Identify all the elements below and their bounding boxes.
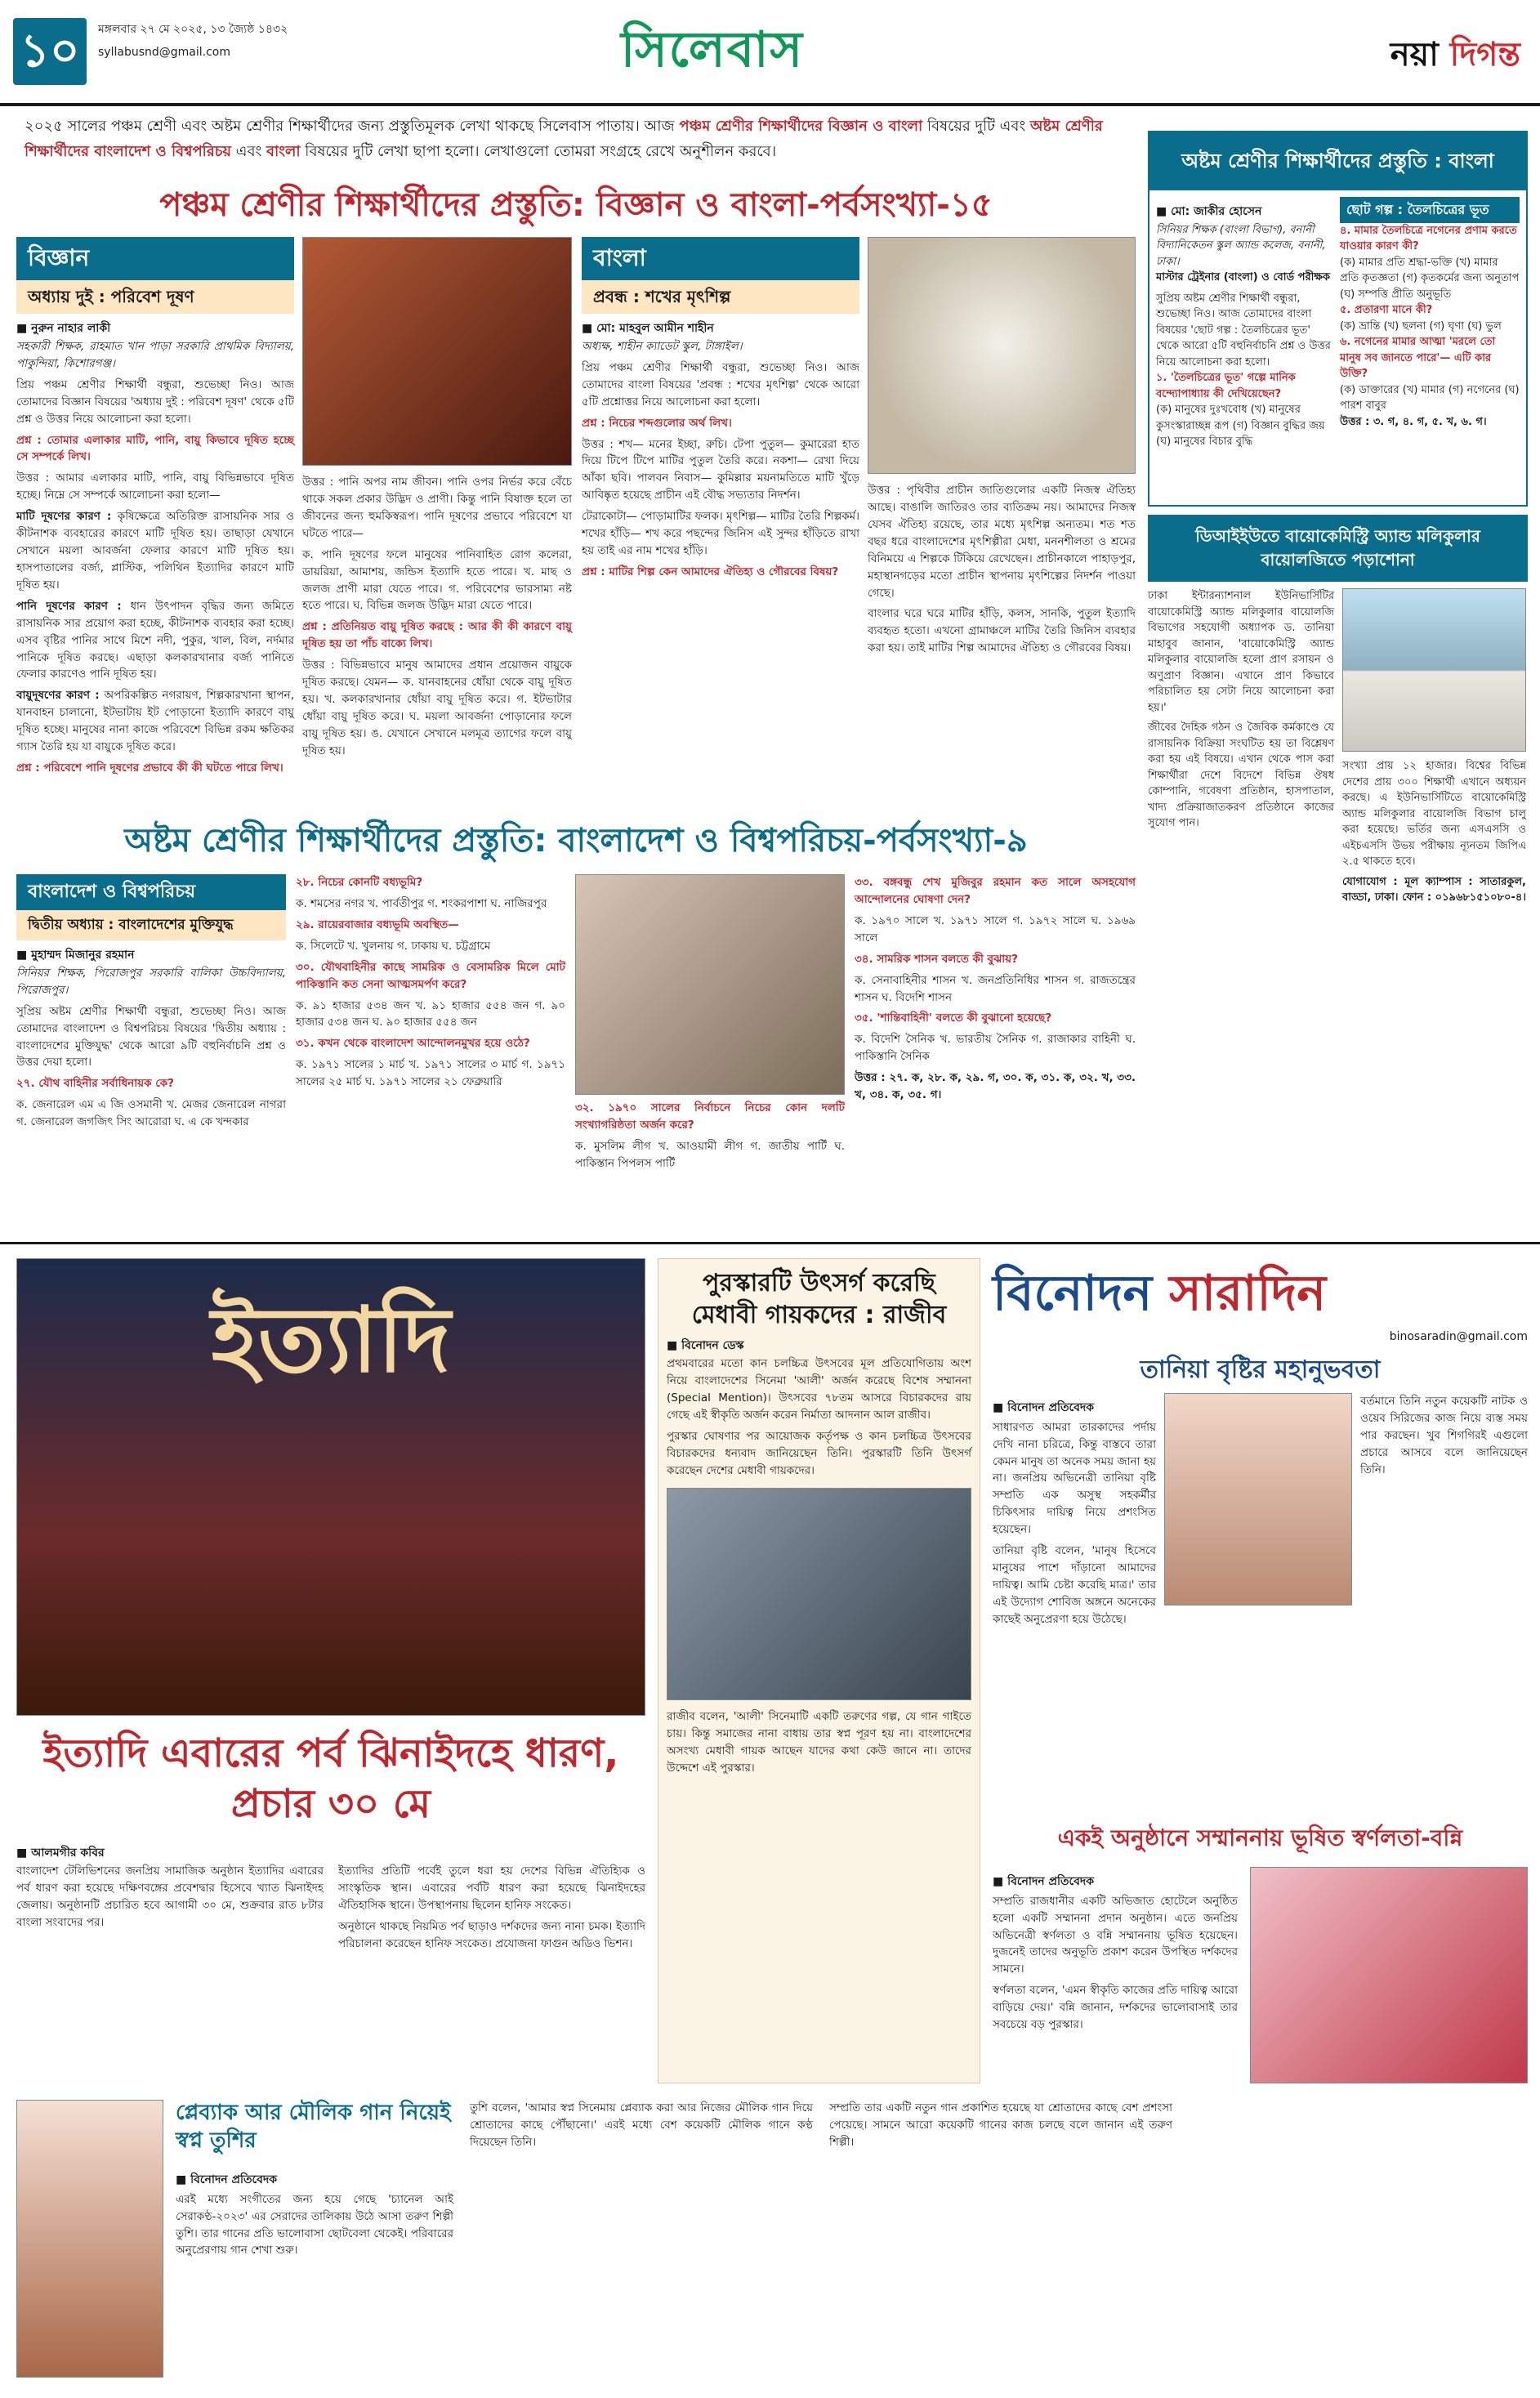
tania-headline: তানিয়া বৃষ্টির মহানুভবতা — [1140, 1355, 1381, 1384]
bangla-head: বাংলা — [582, 237, 859, 280]
science-body-cont: উত্তর : পানি অপর নাম জীবন। পানি ওপর নির্ভর করে বেঁচে থাকে সকল প্রকার উদ্ভিদ ও প্রাণী। কিন্তু পানি বিষাক্ত হলে তা জীবনের জন্য হুমকিস্বরূপ। পানি দূষণের প্রভাবে পরিবেশে যা ঘটতে পারে— ক. পানি দূষণের ফলে মানুষের পানিবাহিত রোগ কলেরা, ডায়রিয়া, আমাশয়, জন্ডিস ইত্যাদি হতে পারে। খ. মাছ ও জলজ প্রাণী মারা যেতে পারে। গ. পরিবেশের ভারসাম্য নষ্ট হতে পারে। ঘ. বিভিন্ন জলজ উদ্ভিদ মারা যেতে পারে। প্রশ্ন : প্রতিনিয়ত বায়ু দূষিত করছে : আর কী কী কারণে বায়ু দূষিত হয় তা পাঁচ বাক্যে লিখ। উত্তর : বিভিন্নভাবে মানুষ আমাদের প্রধান প্রয়োজন বায়ুকে দূষিত করছে। যেমন— ক. যানবাহনের ধোঁয়া থেকে বায়ু দূষিত হয়। খ. কলকারখানার ধোঁয়া বায়ু দূষিত করে। গ. ইটভাটার ধোঁয়া বায়ু দূষিত করে। ঘ. ময়লা আবর্জনা পোড়ানোর ফলে বায়ু দূষিত হয়। ঙ. যেখানে সেখানে মলমূত্র ত্যাগের ফলে বায়ু দূষিত হয়। — [302, 476, 572, 757]
class8-column-3: ৩২. ১৯৭০ সালের নির্বাচনে নিচের কোন দলটি সংখ্যাগরিষ্ঠতা অর্জন করে? ক. মুসলিম লীগ খ. আওয়ামী লীগ গ. জাতীয় পার্টি ঘ. পাকিস্তান পিপলস পার্টি — [575, 874, 845, 1234]
science-author: ■ নুরুন নাহার লাকী — [16, 321, 111, 335]
bangla-author: ■ মো: মাহবুল আমীন শাহীন — [582, 321, 714, 335]
award-headline: একই অনুষ্ঠানে সম্মাননায় ভূষিত স্বর্ণলতা-বন্নি — [1057, 1824, 1463, 1851]
ittadi-body: ■ আলমগীর কবির বাংলাদেশ টেলিভিশনের জনপ্রিয় সামাজিক অনুষ্ঠান ইত্যাদির এবারের পর্ব ধারণ করা হয়েছে দক্ষিণবঙ্গের প্রবেশদ্বার হিসেবে খ্যাত ঝিনাইদহ জেলায়। অনুষ্ঠানটি প্রচারিত হবে আগামী ৩০ মে, শুক্রবার রাত ৮টার বাংলা সংবাদের পর। ইত্যাদির প্রতিটি পর্বেই তুলে ধরা হয় দেশের বিভিন্ন ঐতিহ্যিক ও সাংস্কৃতিক স্থান। এবারের পর্বটি ধারণ করা হয়েছে ঝিনাইদহের ঐতিহাসিক স্থানে। উপস্থাপনায় ছিলেন হানিফ সংকেত। অনুষ্ঠানে থাকছে নিয়মিত পর্ব ছাড়াও দর্শকদের জন্য নানা চমক। ইত্যাদি পরিচালনা করেছেন হানিফ সংকেত। প্রযোজনা ফাগুন অডিও ভিশন। — [16, 1847, 645, 1950]
tushi-headline: প্লেব্যাক আর মৌলিক গান নিয়েই স্বপ্ন তুশির — [176, 2101, 451, 2153]
tania-portrait — [1164, 1393, 1352, 1605]
bangla-body-cont: উত্তর : পৃথিবীর প্রাচীন জাতিগুলোর একটি নিজস্ব ঐতিহ্য আছে। বাঙালি জাতিরও তার ব্যতিক্রম নয়। আমাদের নিজস্ব যেসব ঐতিহ্য রয়েছে, তার মধ্যে মৃৎশিল্প অন্যতম। শত শত বছর ধরে বাংলাদেশের মৃৎশিল্পীরা মেধা, মননশীলতা ও শ্রমের বিনিময়ে এ শিল্পকে টিকিয়ে রেখেছেন। প্রাচীনকালে পাহাড়পুর, মহাস্থানগড়ের মতো প্রাচীন স্থাপনায় মৃৎশিল্পের নিদর্শন পাওয়া গেছে। বাংলার ঘরে ঘরে মাটির হাঁড়ি, কলস, সানকি, পুতুল ইত্যাদি ব্যবহৃত হতো। এখনো গ্রামাঞ্চলে মাটির তৈরি জিনিস ব্যবহার করা হয়। তাই মাটির শিল্প আমাদের ঐতিহ্য ও গৌরবের বিষয়। — [868, 484, 1136, 655]
intro-text: ২০২৫ সালের পঞ্চম শ্রেণী এবং অষ্টম শ্রেণীর শিক্ষার্থীদের জন্য প্রস্তুতিমূলক লেখা থাকছে সিলেবাস পাতায়। আজ পঞ্চম শ্রেণীর শিক্ষার্থীদের বিজ্ঞান ও বাংলা বিষয়ের দুটি এবং অষ্টম শ্রেণীর শিক্ষার্থীদের বাংলাদেশ ও বিশ্বপরিচয় এবং বাংলা বিষয়ের দুটি লেখা ছাপা হলো। লেখাগুলো তোমরা সংগ্রহে রেখে অনুশীলন করবে। — [25, 118, 1103, 160]
class8-chapter: দ্বিতীয় অধ্যায় : বাংলাদেশের মুক্তিযুদ্ধ — [16, 910, 286, 940]
clay-bird-photo — [868, 237, 1136, 474]
brand-logo: নয়া দিগন্ত — [1390, 36, 1520, 74]
ittadi-stage-photo — [16, 1258, 645, 1716]
class8-headline: অষ্টম শ্রেণীর শিক্ষার্থীদের প্রস্তুতি: বাংলাদেশ ও বিশ্বপরিচয়-পর্বসংখ্যা-৯ — [124, 822, 1028, 860]
email-line[interactable]: syllabusnd@gmail.com — [98, 46, 230, 59]
science-column — [16, 237, 294, 775]
ittadi-headline: ইত্যাদি এবারের পর্ব ঝিনাইদহে ধারণ, প্রচার ৩০ মে — [42, 1730, 619, 1828]
class8-subject-head: বাংলাদেশ ও বিশ্বপরিচয় — [16, 874, 286, 910]
tania-body-3: বর্তমানে তিনি নতুন কয়েকটি নাটক ও ওয়েব সিরিজের কাজ নিয়ে ব্যস্ত সময় পার করছেন। খুব শিগগিরই এগুলো প্রচারে আসবে বলে জানিয়েছেন তিনি। — [1360, 1395, 1528, 1476]
science-head: বিজ্ঞান — [16, 237, 294, 280]
date-line: মঙ্গলবার ২৭ মে ২০২৫, ১৩ জ্যৈষ্ঠ ১৪৩২ — [98, 23, 288, 36]
class8-column-1: বাংলাদেশ ও বিশ্বপরিচয় দ্বিতীয় অধ্যায় : বাংলাদেশের মুক্তিযুদ্ধ ■ মুহাম্মদ মিজানুর রহমান সিনিয়র শিক্ষক, পিরোজপুর সরকারি বালিকা উচ্চবিদ্যালয়, পিরোজপুর। সুপ্রিয় অষ্টম শ্রেণীর শিক্ষার্থী বন্ধুরা, শুভেচ্ছা নিও। আজ তোমাদের বাংলাদেশ ও বিশ্বপরিচয় বিষয়ের 'দ্বিতীয় অধ্যায় : বাংলাদেশের মুক্তিযুদ্ধ' থেকে আরো ৯টি বহুনির্বাচনি প্রশ্ন ও উত্তর দেয়া হলো। ২৭. যৌথ বাহিনীর সর্বাধিনায়ক কে? ক. জেনারেল এম এ জি ওসমানী খ. মেজর জেনারেল নাগরা গ. জেনারেল জগজিৎ সিং আরোরা ঘ. এ কে খন্দকার — [16, 874, 286, 1234]
binodon-email[interactable]: binosaradin@gmail.com — [1389, 1329, 1528, 1343]
quiz-head: ছোট গল্প : তৈলচিত্রের ভূত — [1340, 197, 1520, 223]
bangla-column — [582, 237, 859, 744]
bangla-body: অধ্যক্ষ, শাহীন ক্যাডেট স্কুল, টাঙ্গাইল। প্রিয় পঞ্চম শ্রেণীর শিক্ষার্থী বন্ধুরা, শুভেচ্ছা নিও। আজ তোমাদের বাংলা বিষয়ের 'প্রবন্ধ : শখের মৃৎশিল্প' থেকে আরো ৫টি প্রশ্নোত্তর নিয়ে আলোচনা করা হলো। প্রশ্ন : নিচের শব্দগুলোর অর্থ লিখ। উত্তর : শখ— মনের ইচ্ছা, রুচি। টেপা পুতুল— কুমারেরা হাত দিয়ে টিপে টিপে মাটির পুতুল তৈরি করে। নকশা— রেখা দিয়ে আঁকা ছবি। পালবন নিবাস— কুমিল্লার ময়নামতিতে মাটি খুঁড়ে আবিষ্কৃত হয়েছে প্রাচীন এই বৌদ্ধ সভ্যতার নিদর্শন। টেরাকোটা— পোড়ামাটির ফলক। মৃৎশিল্প— মাটির তৈরি শিল্পকর্ম। শখের হাঁড়ি— শখ করে পছন্দের জিনিস এই সুন্দর হাঁড়িতে রাখা হয় তাই এর নাম শখের হাঁড়ি। প্রশ্ন : মাটির শিল্প কেন আমাদের ঐতিহ্য ও গৌরবের বিষয়? — [582, 339, 859, 578]
science-body: সহকারী শিক্ষক, রাহমাত খান পাড়া সরকারি প্রাথমিক বিদ্যালয়, পাকুন্দিয়া, কিশোরগঞ্জ। প্রিয় পঞ্চম শ্রেণীর শিক্ষার্থী বন্ধুরা, শুভেচ্ছা নিও। আজ তোমাদের বিজ্ঞান বিষয়ের 'অধ্যায় দুই : পরিবেশ দূষণ' থেকে ৫টি প্রশ্ন ও উত্তর নিয়ে আলোচনা করা হলো। প্রশ্ন : তোমার এলাকার মাটি, পানি, বায়ু কিভাবে দূষিত হচ্ছে সে সম্পর্কে লিখ। উত্তর : আমার এলাকার মাটি, পানি, বায়ু বিভিন্নভাবে দূষিত হচ্ছে। নিম্নে সে সম্পর্কে আলোচনা করা হলো— মাটি দূষণের কারণ : কৃষিক্ষেত্রে অতিরিক্ত রাসায়নিক সার ও কীটনাশক ব্যবহারের কারণে মাটি দূষিত হয়। তাছাড়া যেখানে সেখানে ময়লা আবর্জনা ফেলার কারণে মাটি দূষিত হয়। হাসপাতালের বর্জ্য, প্লাস্টিক, পলিথিন ইত্যাদির কারণে মাটি দূষিত হয়। পানি দূষণের কারণ : ধান উৎপাদন বৃদ্ধির জন্য জমিতে রাসায়নিক সার প্রয়োগ করা হচ্ছে, কীটনাশক ব্যবহার করা হচ্ছে। এসব বৃষ্টির পানির সাথে মিশে নদী, পুকুর, খাল, বিল, নর্দমার পানিকে দূষিত করছে। এছাড়া কলকারখানার বর্জ্য পানিতে ফেলার কারণেও পানি দূষিত হয়। বায়ুদূষণের কারণ : অপরিকল্পিত নগরায়ণ, শিল্পকারখানা স্থাপন, যানবাহন চালানো, ইটভাটায় ইট পোড়ানো ইত্যাদি কারণে বায়ু দূষিত হচ্ছে। মানুষের নানা কাজে পরিবেশে বিভিন্ন রকম ক্ষতিকর গ্যাস তৈরি হয় যা বায়ুকে দূষিত করে। প্রশ্ন : পরিবেশে পানি দূষণের প্রভাবে কী কী ঘটতে পারে লিখ। — [16, 339, 294, 775]
rajib-photo — [667, 1488, 971, 1700]
pollution-illustration — [302, 237, 572, 466]
masthead — [0, 0, 1540, 106]
rajib-article: পুরস্কারটি উৎসর্গ করেছি মেধাবী গায়কদের : রাজীব ■ বিনোদন ডেস্ক প্রথমবারের মতো কান চলচ্চিত্র উৎসবের মূল প্রতিযোগিতায় অংশ নিয়ে বাংলাদেশের সিনেমা 'আলী' অর্জন করেছে বিশেষ সম্মাননা (Special Mention)। উৎসবের ৭৮তম আসরে বিচারকদের রায় গেছে এই স্বীকৃতি অর্জন করেন নির্মাতা আদনান আল রাজীব। পুরস্কার ঘোষণার পর আয়োজক কর্তৃপক্ষ ও কান চলচ্চিত্র উৎসবের বিচারকদের ধন্যবাদ জানিয়েছেন তিনি। পুরস্কারটি তিনি উৎসর্গ করেছেন দেশের মেধাবী গায়কদের। রাজীব বলেন, 'আলী' সিনেমাটি একটি তরুণের গল্প, যে গান গাইতে চায়। কিন্তু সমাজের নানা বাধায় তার স্বপ্ন পূরণ হয় না। বাংলাদেশের অসংখ্য মেধাবী গায়ক আছেন যাদের কথা কেউ জানে না। তাদের উদ্দেশে এই পুরস্কার। — [658, 1258, 980, 2083]
binodon-masthead: বিনোদন সারাদিন binosaradin@gmail.com — [993, 1258, 1528, 1340]
bangla-chapter: প্রবন্ধ : শখের মৃৎশিল্প — [582, 280, 859, 314]
science-chapter: অধ্যায় দুই : পরিবেশ দূষণ — [16, 280, 294, 314]
tania-column-2 — [1164, 1393, 1352, 1810]
section-divider — [0, 1242, 1540, 1244]
ittadi-logo: ইত্যাদি — [211, 1288, 451, 1392]
award-body: ■ বিনোদন প্রতিবেদক সম্প্রতি রাজধানীর একটি অভিজাত হোটেলে অনুষ্ঠিত হলো একটি সম্মাননা প্রদান অনুষ্ঠান। এতে জনপ্রিয় অভিনেত্রী স্বর্ণলতা ও বন্নি সম্মাননায় ভূষিত হয়েছেন। দুজনেই তাদের অনুভূতি প্রকাশ করেন উপস্থিত দর্শকদের সামনে। স্বর্ণলতা বলেন, 'এমন স্বীকৃতি কাজের প্রতি দায়িত্ব আরো বাড়িয়ে দেয়।' বন্নি জানান, দর্শকদের ভালোবাসাই তার সবচেয়ে বড় পুরস্কার। — [993, 1875, 1238, 2032]
class8-bangla-head: অষ্টম শ্রেণীর শিক্ষার্থীদের প্রস্তুতি : বাংলা — [1149, 132, 1526, 190]
diu-article: ডিআইইউতে বায়োকেমিস্ট্রি অ্যান্ড মলিকুলার বায়োলজিতে পড়াশোনা ঢাকা ইন্টারন্যাশনাল ইউনিভার্সিটির বায়োকেমিস্ট্রি অ্যান্ড মলিকুলার বায়োলজি বিভাগের সহযোগী অধ্যাপক ড. তানিয়া মাহাবুব জানান, 'বায়োকেমিস্ট্রি অ্যান্ড মলিকুলার বায়োলজি হলো প্রাণ রসায়ন ও অণুপ্রাণ বিজ্ঞান। এখানে প্রাণ কিভাবে পরিচালিত হয় সেটা নিয়ে আলোচনা করা হয়।' জীবের দৈহিক গঠন ও জৈবিক কর্মকাণ্ডে যে রাসায়নিক বিক্রিয়া সংঘটিত হয় তা বিশ্লেষণ করা হয় এই বিষয়ে। এখান থেকে পাস করা শিক্ষার্থীরা দেশে বিদেশে বিভিন্ন ঔষধ কোম্পানি, গবেষণা প্রতিষ্ঠান, হাসপাতাল, খাদ্য প্রক্রিয়াজাতকরণ প্রতিষ্ঠানে কাজের সুযোগ পান। সংখ্যা প্রায় ১২ হাজার। বিশ্বের বিভিন্ন দেশের প্রায় ৩০০ শিক্ষার্থী এখানে অধ্যয়ন করছে। এ ইউনিভার্সিটিতে বায়োকেমিস্ট্রি অ্যান্ড মলিকুলার বায়োলজি বিভাগ চালু করা হয়েছে। ভর্তির জন্য এসএসসি ও এইচএসসি উভয় পরীক্ষায় ন্যূনতম জিপিএ ২.৫ থাকতে হবে। যোগাযোগ : মূল ক্যাম্পাস : সাতারকুল, বাড্ডা, ঢাকা। ফোন : ০১৯৬৮১৫১০৮০-৪। — [1148, 515, 1528, 1234]
tushi-article: প্লেব্যাক আর মৌলিক গান নিয়েই স্বপ্ন তুশির ■ বিনোদন প্রতিবেদক এরই মধ্যে সংগীতের জন্য হয়ে গেছে 'চ্যানেল আই সেরাকণ্ঠ-২০২৩' এর সেরাদের তালিকায় উঠে আসা তরুণ শিল্পী তুশি। তার গানের প্রতি ভালোবাসা ছোটবেলা থেকেই। পরিবারের অনুপ্রেরণায় গান শেখা শুরু। তুশি বলেন, 'আমার স্বপ্ন সিনেমায় প্লেব্যাক করা আর নিজের মৌলিক গান দিয়ে শ্রোতাদের কাছে পৌঁছানো।' এরই মধ্যে বেশ কয়েকটি মৌলিক গানে কণ্ঠ দিয়েছেন তিনি। সম্প্রতি তার একটি নতুন গান প্রকাশিত হয়েছে যা শ্রোতাদের কাছে বেশ প্রশংসা পেয়েছে। সামনে আরো কয়েকটি গানের কাজ চলছে বলে জানান এই তরুণ শিল্পী। — [16, 2100, 1528, 2386]
diu-head: ডিআইইউতে বায়োকেমিস্ট্রি অ্যান্ড মলিকুলার বায়োলজিতে পড়াশোনা — [1148, 515, 1528, 582]
tania-body-1: ■ বিনোদন প্রতিবেদক সাধারণত আমরা তারকাদের পর্দায় দেখি নানা চরিত্রে, কিন্তু বাস্তবে তারা কেমন মানুষ তা অনেক সময় জানা হয় না। জনপ্রিয় অভিনেত্রী তানিয়া বৃষ্টি সম্প্রতি এক অসুস্থ সহকর্মীর চিকিৎসার দায়িত্ব নিয়ে প্রশংসিত হয়েছেন। তানিয়া বৃষ্টি বলেন, 'মানুষ হিসেবে মানুষের পাশে দাঁড়ানো আমাদের দায়িত্ব। আমি চেষ্টা করেছি মাত্র।' তার এই উদ্যোগ শোবিজ অঙ্গনে অনেকের কাছেই অনুপ্রেরণা হয়ে উঠেছে। — [993, 1401, 1156, 1626]
students-classroom-photo — [575, 874, 845, 1095]
class8-column-2: ২৮. নিচের কোনটি বধ্যভূমি? ক. শমসের নগর খ. পার্বতীপুর গ. শংকরপাশা ঘ. নাজিরপুর ২৯. রায়েরবাজার বধ্যভূমি অবস্থিত— ক. সিলেটে খ. খুলনায় গ. ঢাকায় ঘ. চট্টগ্রামে ৩০. যৌথবাহিনীর কাছে সামরিক ও বেসামরিক মিলে মোট পাকিস্তানি কত সেনা আত্মসমর্পণ করে? ক. ৯১ হাজার ৫৩৪ জন খ. ৯১ হাজার ৫৫৪ জন গ. ৯০ হাজার ৫৩৪ জন ঘ. ৯০ হাজার ৫৫৪ জন ৩১. কখন থেকে বাংলাদেশ আন্দোলনমুখর হয়ে ওঠে? ক. ১৯৭১ সালের ১ মার্চ খ. ১৯৭১ সালের ৩ মার্চ গ. ১৯৭১ সালের ২৫ মার্চ ঘ. ১৯৭১ সালের ২১ ফেব্রুয়ারি — [296, 876, 565, 1089]
section-title: সিলেবাস — [621, 21, 805, 78]
diu-campus-photo — [1342, 588, 1526, 752]
class8-bangla-box: অষ্টম শ্রেণীর শিক্ষার্থীদের প্রস্তুতি : বাংলা ■ মো: জাকীর হোসেন সিনিয়র শিক্ষক (বাংলা বিভাগ), বনানী বিদ্যানিকেতন স্কুল অ্যান্ড কলেজ, বনানী, ঢাকা। মাস্টার ট্রেইনার (বাংলা) ও বোর্ড পরীক্ষক সুপ্রিয় অষ্টম শ্রেণীর শিক্ষার্থী বন্ধুরা, শুভেচ্ছা নিও। আজ তোমাদের বাংলা বিষয়ের 'ছোট গল্প : তৈলচিত্রের ভূত' থেকে আরো ৫টি বহুনির্বাচনি প্রশ্ন ও উত্তর নিয়ে আলোচনা করা হলো। ১. 'তৈলচিত্রের ভূত' গল্পে মানিক বন্দ্যোপাধ্যায় কী দেখিয়েছেন? (ক) মানুষের দুঃখবোধ (খ) মানুষের কুসংস্কারাচ্ছন্ন রূপ (গ) বিজ্ঞান বুদ্ধির জয় (ঘ) মানুষের বিচার বুদ্ধি ছোট গল্প : তৈলচিত্রের ভূত ৪. মামার তৈলচিত্রে নগেনের প্রণাম করতে যাওয়ার কারণ কী? (ক) মামার প্রতি শ্রদ্ধা-ভক্তি (খ) মামার প্রতি কৃতজ্ঞতা (গ) কৃতকর্মের জন্য অনুতাপ (ঘ) সম্পত্তি প্রীতি অনুভূতি ৫. প্রতারণা মানে কী? (ক) ভ্রান্তি (খ) ছলনা (গ) ঘৃণা (ঘ) ভুল ৬. নগেনের মামার আত্মা 'মরলে তো মানুষ সব জানতে পারে'— এটি কার উক্তি? (ক) ডাক্তারের (খ) মামার (গ) নগেনের (ঘ) পারশ বাবুর উত্তর : ৩. গ, ৪. গ, ৫. খ, ৬. গ। — [1148, 131, 1528, 507]
class5-headline: পঞ্চম শ্রেণীর শিক্ষার্থীদের প্রস্তুতি: বিজ্ঞান ও বাংলা-পর্বসংখ্যা-১৫ — [159, 186, 993, 224]
class8-column-4: ৩৩. বঙ্গবন্ধু শেখ মুজিবুর রহমান কত সালে অসহযোগ আন্দোলনের ঘোষণা দেন? ক. ১৯৭০ সালে খ. ১৯৭১ সালে গ. ১৯৭২ সালে ঘ. ১৯৬৯ সালে ৩৪. সামরিক শাসন বলতে কী বুঝায়? ক. সেনাবাহিনীর শাসন খ. জনপ্রতিনিধির শাসন গ. রাজতন্ত্রের শাসন ঘ. বিদেশি শাসন ৩৫. 'শান্তিবাহিনী' বলতে কী বুঝানো হয়েছে? ক. বিদেশি সৈনিক খ. ভারতীয় সৈনিক গ. রাজাকার বাহিনী ঘ. পাকিস্তানি সৈনিক উত্তর : ২৭. ক, ২৮. ক, ২৯. গ, ৩০. ক, ৩১. ক, ৩২. খ, ৩৩. খ, ৩৪. ক, ৩৫. গ। — [855, 876, 1136, 1102]
rajib-headline: পুরস্কারটি উৎসর্গ করেছি মেধাবী গায়কদের : রাজীব — [691, 1269, 947, 1329]
page-number: ১০ — [13, 18, 87, 85]
tushi-portrait — [16, 2100, 163, 2378]
swarnalata-bonni-photo — [1250, 1867, 1528, 2083]
